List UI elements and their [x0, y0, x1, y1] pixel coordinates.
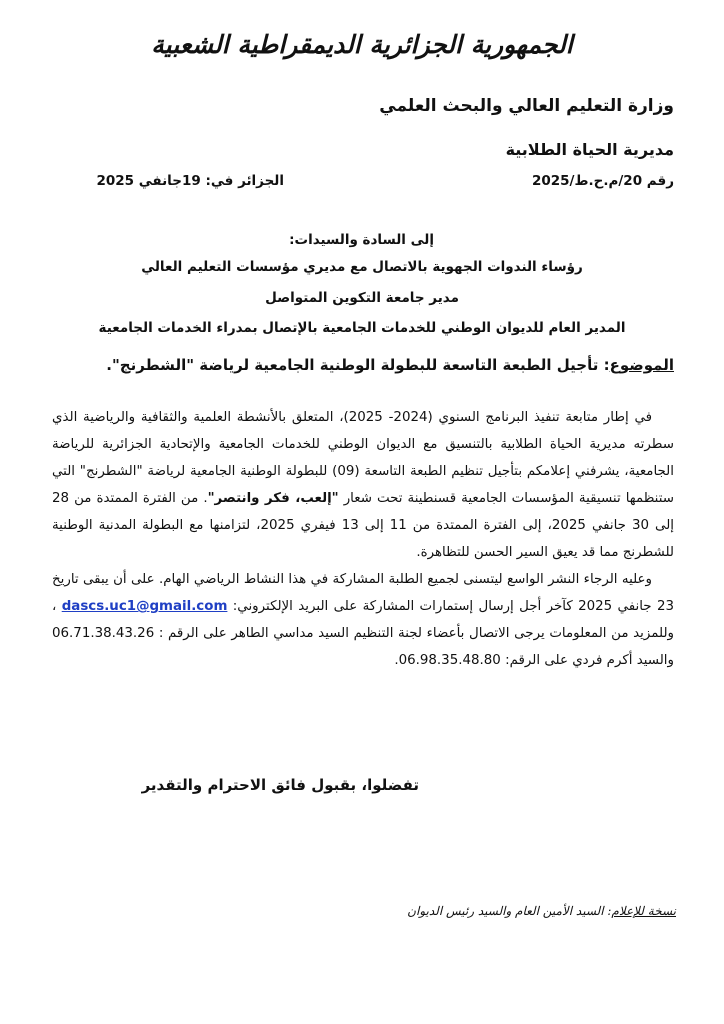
- ministry-name: وزارة التعليم العالي والبحث العلمي: [379, 96, 674, 116]
- recipient-line: رؤساء الندوات الجهوية بالاتصال مع مديري مؤسسات التعليم العالي: [141, 259, 583, 275]
- body-text: ، وللمزيد من المعلومات يرجى الاتصال بأعضاء لجنة التنظيم السيد مداسي الطاهر على الرقم : 06.71.38.43.26 والسيد أكرم فردي على الرقم: 06.98.35.48.80.: [52, 599, 674, 668]
- body-text: وعليه الرجاء النشر الواسع ليتسنى لجميع الطلبة المشاركة في هذا النشاط الرياضي الهام. على أن يبقى تاريخ 23 جانفي 2025 كآخر أجل إرسال إستمارات المشاركة على البريد الإلكتروني:: [52, 572, 674, 614]
- copy-label: نسخة للإعلام: [611, 904, 676, 918]
- recipients-address: إلى السادة والسيدات:: [289, 232, 434, 248]
- subject-line: [106, 356, 674, 374]
- body-paragraph-2: [52, 566, 674, 674]
- copy-text: : السيد الأمين العام والسيد رئيس الديوان: [407, 904, 612, 918]
- email-link[interactable]: dascs.uc1@gmail.com: [61, 599, 228, 614]
- body-text: في إطار متابعة تنفيذ البرنامج السنوي (2024- 2025)، المتعلق بالأنشطة العلمية والثقافية والرياضية الذي سطرته مديرية الحياة الطلابية بالتنسيق مع الديوان الوطني للخدمات الجامعية والإتحادية الجزائرية للرياضة الجامعية، يشرفني إعلامكم بتأجيل تنظيم الطبعة التاسعة (09) للبطولة الوطنية الجامعية لرياضة "الشطرنج" التي ستنظمها تنسيقية المؤسسات الجامعية قسنطينة تحت شعار: [52, 410, 674, 506]
- directorate-name: مديرية الحياة الطلابية: [505, 140, 674, 159]
- reference-number: رقم 20/م.ح.ط/2025: [531, 173, 674, 189]
- slogan: "إلعب، فكر وانتصر": [207, 491, 339, 506]
- body-text: . من الفترة الممتدة من 28 إلى 30 جانفي 2025، إلى الفترة الممتدة من 11 إلى 13 فيفري 2025، لتزامنها مع البطولة المدنية الوطنية للشطرنج مما قد يعيق السير الحسن للتظاهرة.: [52, 491, 674, 560]
- copy-notice: [407, 904, 676, 918]
- recipient-line: مدير جامعة التكوين المتواصل: [265, 290, 459, 306]
- republic-heading: الجمهورية الجزائرية الديمقراطية الشعبية: [151, 30, 573, 59]
- subject-label: الموضوع: [609, 356, 674, 374]
- letter-body: [52, 404, 674, 674]
- subject-text: : تأجيل الطبعة التاسعة للبطولة الوطنية الجامعية لرياضة "الشطرنج".: [106, 356, 610, 374]
- document-date: الجزائر في: 19جانفي 2025: [96, 173, 284, 189]
- closing-line: تفضلوا، بقبول فائق الاحترام والتقدير: [141, 776, 419, 794]
- body-paragraph-1: [52, 404, 674, 566]
- recipient-line: المدير العام للديوان الوطني للخدمات الجامعية بالإتصال بمدراء الخدمات الجامعية: [98, 320, 626, 336]
